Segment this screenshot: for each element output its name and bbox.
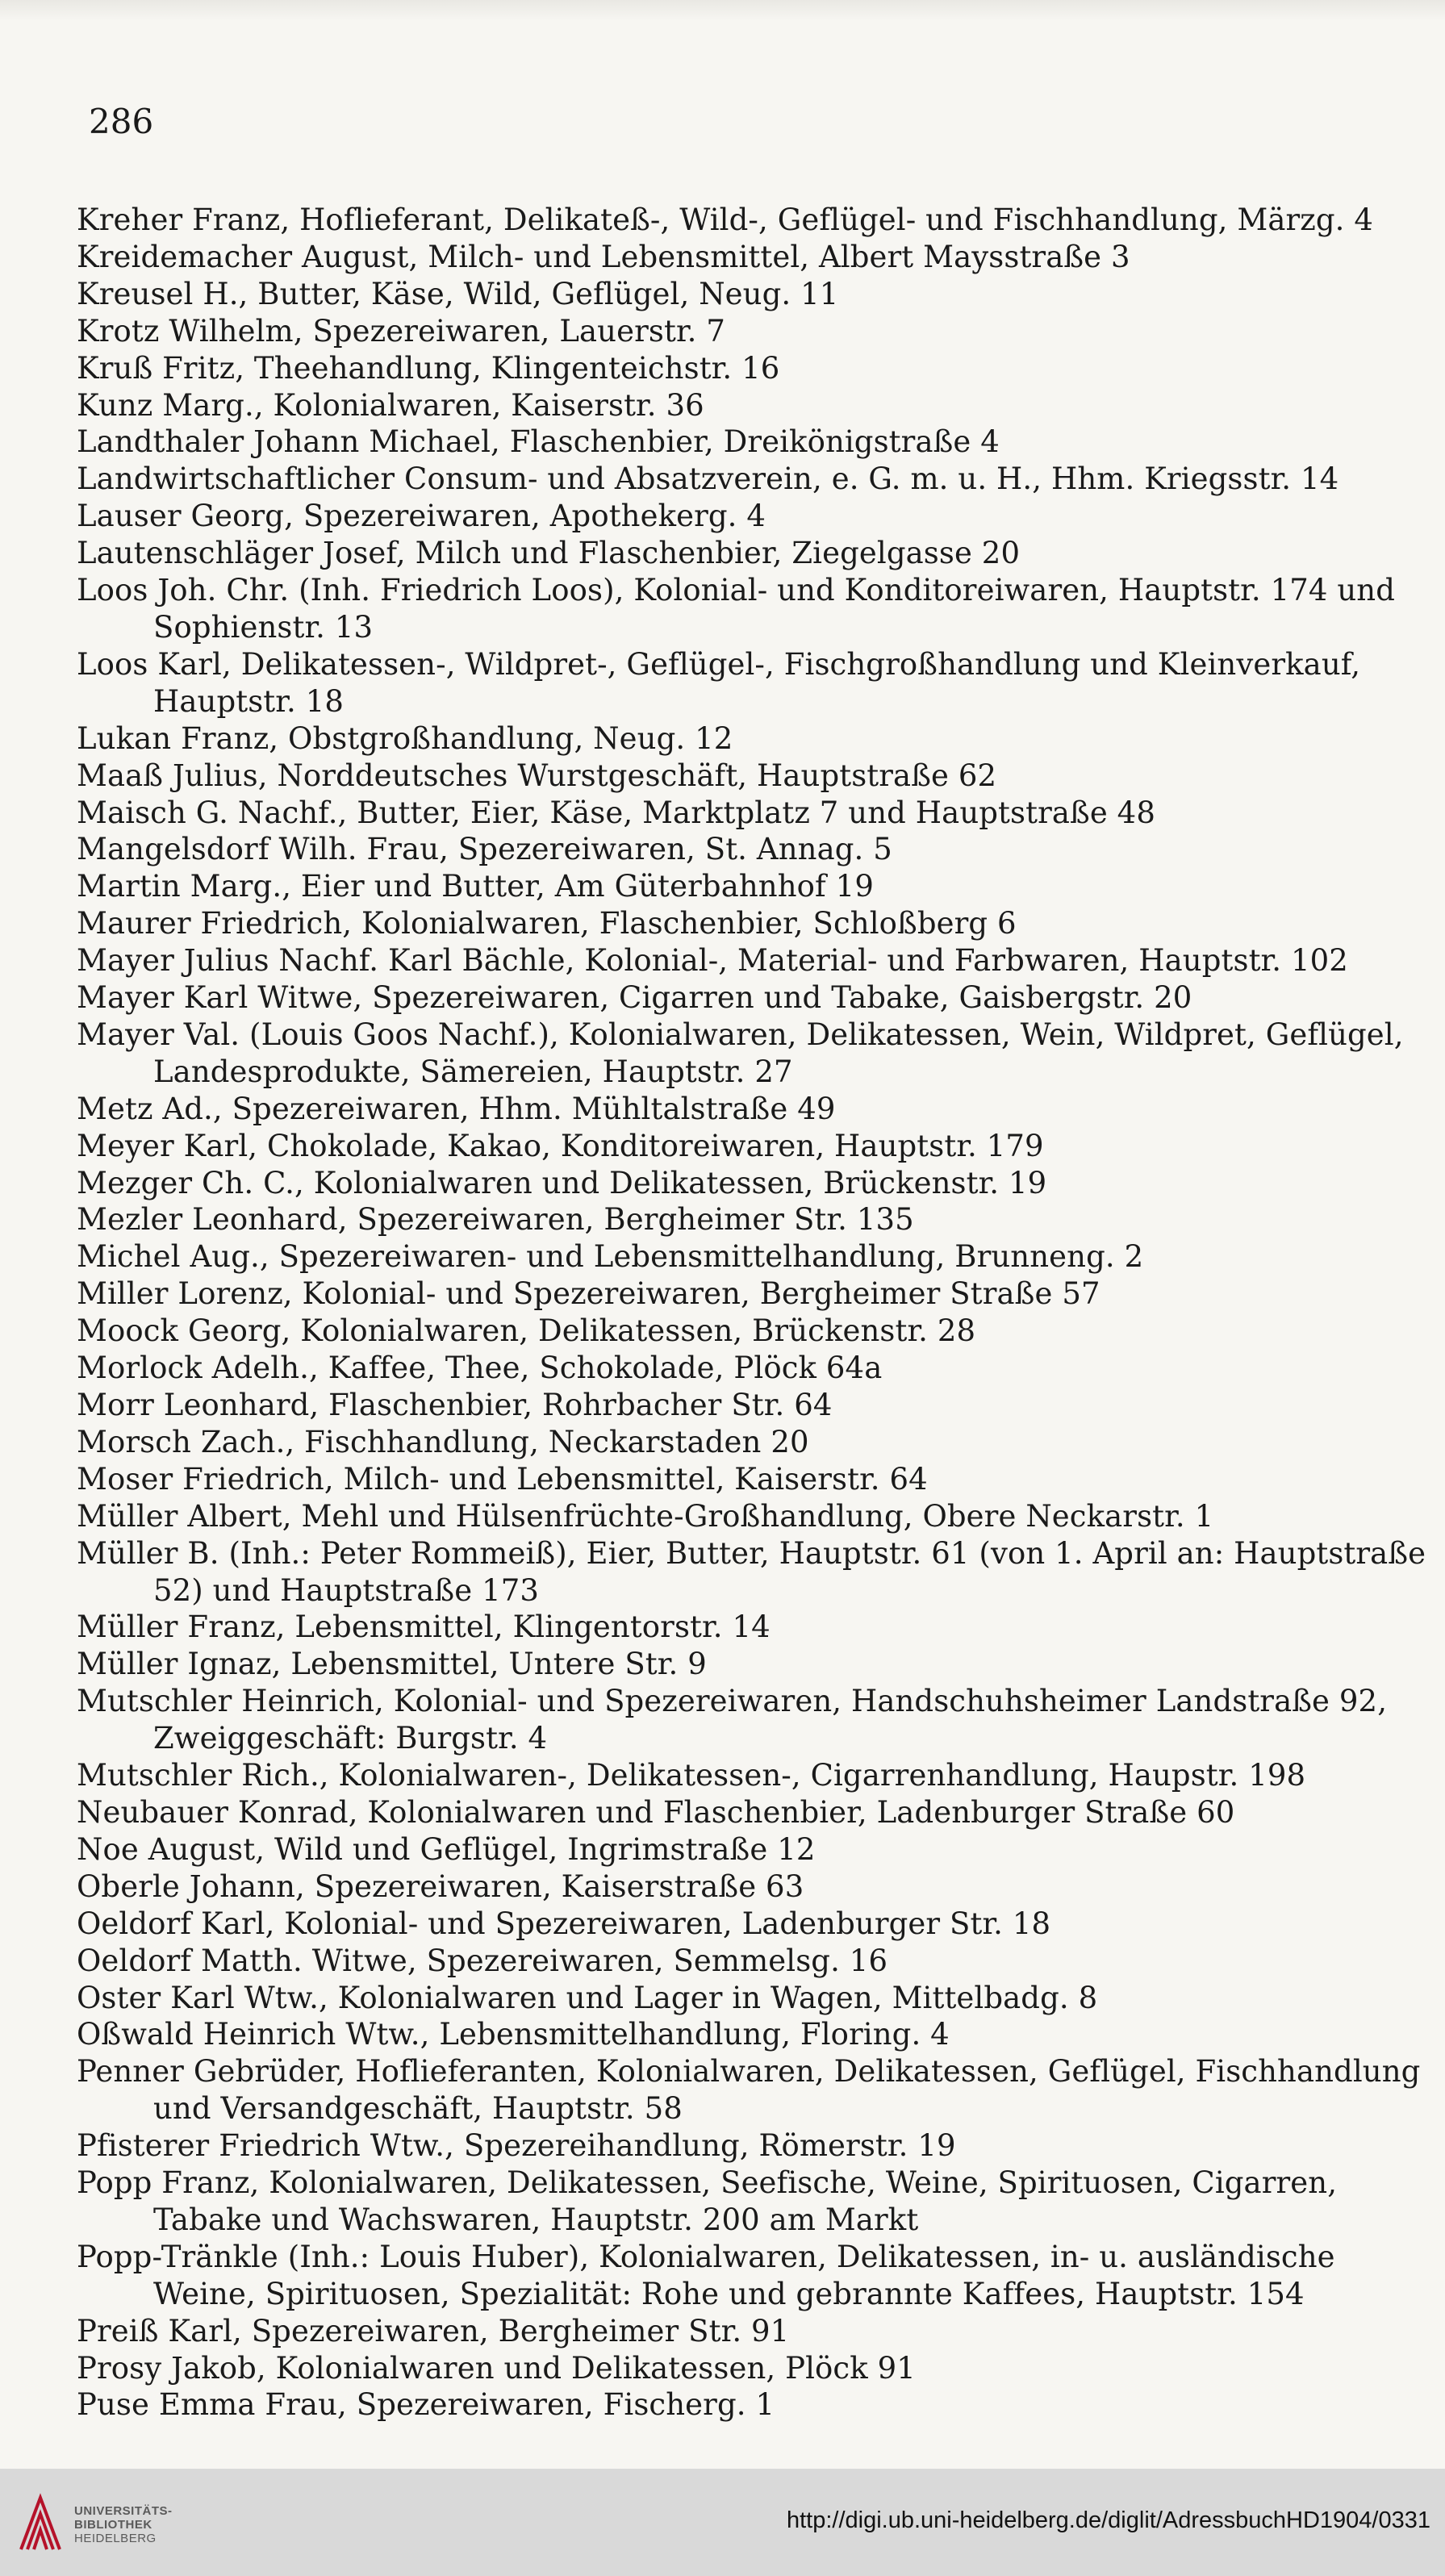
directory-entry: Krotz Wilhelm, Spezereiwaren, Lauerstr. 7 (77, 313, 726, 349)
directory-entry: Martin Marg., Eier und Butter, Am Güterbahnhof 19 (77, 869, 874, 904)
directory-entry: Loos Karl, Delikatessen-, Wildpret-, Geflügel-, Fischgroßhandlung und Kleinverkauf, Hauptstr. 18 (77, 646, 1361, 719)
directory-entry: Michel Aug., Spezereiwaren- und Lebensmittelhandlung, Brunneng. 2 (77, 1239, 1144, 1275)
directory-entry: Kreusel H., Butter, Käse, Wild, Geflügel, Neug. 11 (77, 276, 839, 311)
directory-entry: Popp-Tränkle (Inh.: Louis Huber), Kolonialwaren, Delikatessen, in- u. ausländische Weine, Spirituosen, Spezialität: Rohe und gebrannte Kaffees, Hauptstr. 154 (77, 2239, 1335, 2311)
directory-entry: Lukan Franz, Obstgroßhandlung, Neug. 12 (77, 720, 733, 756)
directory-entry: Morlock Adelh., Kaffee, Thee, Schokolade, Plöck 64a (77, 1351, 883, 1386)
directory-entry: Kreidemacher August, Milch- und Lebensmittel, Albert Maysstraße 3 (77, 239, 1130, 274)
directory-entry: Popp Franz, Kolonialwaren, Delikatessen, Seefische, Weine, Spirituosen, Cigarren, Tabake und Wachswaren, Hauptstr. 200 am Markt (77, 2165, 1338, 2237)
footer-bar (0, 2469, 1445, 2576)
directory-entry: Landthaler Johann Michael, Flaschenbier, Dreikönigstraße 4 (77, 424, 1000, 460)
directory-entry: Mezler Leonhard, Spezereiwaren, Bergheimer Str. 135 (77, 1202, 914, 1238)
directory-entry: Oeldorf Karl, Kolonial- und Spezereiwaren, Ladenburger Str. 18 (77, 1906, 1051, 1941)
directory-entry: Mayer Val. (Louis Goos Nachf.), Kolonialwaren, Delikatessen, Wein, Wildpret, Geflügel, Landesprodukte, Sämereien, Hauptstr. 27 (77, 1017, 1404, 1089)
directory-entries (77, 202, 1432, 2424)
directory-entry: Miller Lorenz, Kolonial- und Spezereiwaren, Bergheimer Straße 57 (77, 1276, 1100, 1312)
library-logo-text (74, 2504, 173, 2545)
directory-entry: Kreher Franz, Hoflieferant, Delikateß-, Wild-, Geflügel- und Fischhandlung, Märzg. 4 (77, 202, 1374, 237)
directory-entry: Mangelsdorf Wilh. Frau, Spezereiwaren, St. Annag. 5 (77, 832, 892, 867)
directory-entry: Mezger Ch. C., Kolonialwaren und Delikatessen, Brückenstr. 19 (77, 1165, 1047, 1200)
directory-entry: Puse Emma Frau, Spezereiwaren, Fischerg. 1 (77, 2387, 775, 2423)
directory-entry: Mutschler Rich., Kolonialwaren-, Delikatessen-, Cigarrenhandlung, Haupstr. 198 (77, 1758, 1306, 1793)
logo-line-2: BIBLIOTHEK (74, 2518, 152, 2532)
directory-entry: Meyer Karl, Chokolade, Kakao, Konditoreiwaren, Hauptstr. 179 (77, 1128, 1044, 1163)
directory-entry: Lauser Georg, Spezereiwaren, Apothekerg. 4 (77, 499, 766, 534)
directory-entry: Maaß Julius, Norddeutsches Wurstgeschäft, Hauptstraße 62 (77, 758, 997, 793)
directory-entry: Landwirtschaftlicher Consum- und Absatzverein, e. G. m. u. H., Hhm. Kriegsstr. 14 (77, 461, 1339, 497)
directory-entry: Loos Joh. Chr. (Inh. Friedrich Loos), Kolonial- und Konditoreiwaren, Hauptstr. 174 und Sophienstr. 13 (77, 573, 1396, 645)
directory-entry: Morr Leonhard, Flaschenbier, Rohrbacher Str. 64 (77, 1388, 833, 1422)
directory-entry: Oeldorf Matth. Witwe, Spezereiwaren, Semmelsg. 16 (77, 1943, 888, 1978)
directory-entry: Moock Georg, Kolonialwaren, Delikatessen, Brückenstr. 28 (77, 1313, 976, 1349)
source-url-link[interactable]: http://digi.ub.uni-heidelberg.de/diglit/AdressbuchHD1904/0331 (786, 2507, 1430, 2533)
library-logo[interactable] (16, 2491, 210, 2556)
directory-entry: Mutschler Heinrich, Kolonial- und Spezereiwaren, Handschuhsheimer Landstraße 92, Zweiggeschäft: Burgstr. 4 (77, 1684, 1388, 1756)
directory-entry: Prosy Jakob, Kolonialwaren und Delikatessen, Plöck 91 (77, 2350, 916, 2386)
directory-entry: Noe August, Wild und Geflügel, Ingrimstraße 12 (77, 1831, 816, 1867)
directory-entry: Maisch G. Nachf., Butter, Eier, Käse, Marktplatz 7 und Hauptstraße 48 (77, 795, 1155, 830)
directory-entry: Oberle Johann, Spezereiwaren, Kaiserstraße 63 (77, 1868, 804, 1904)
directory-entry: Lautenschläger Josef, Milch und Flaschenbier, Ziegelgasse 20 (77, 536, 1021, 571)
directory-entry: Kruß Fritz, Theehandlung, Klingenteichstr. 16 (77, 350, 780, 386)
directory-entry: Moser Friedrich, Milch- und Lebensmittel, Kaiserstr. 64 (77, 1461, 928, 1497)
directory-entry: Müller B. (Inh.: Peter Rommeiß), Eier, Butter, Hauptstr. 61 (von 1. April an: Hauptstraße 52) und Hauptstraße 173 (77, 1535, 1426, 1608)
directory-entry: Müller Ignaz, Lebensmittel, Untere Str. 9 (77, 1647, 707, 1682)
library-logo-icon (16, 2491, 65, 2556)
directory-entry: Müller Franz, Lebensmittel, Klingentorstr. 14 (77, 1609, 771, 1645)
directory-entry: Preiß Karl, Spezereiwaren, Bergheimer Str. 91 (77, 2313, 790, 2348)
directory-entry: Oßwald Heinrich Wtw., Lebensmittelhandlung, Floring. 4 (77, 2017, 950, 2052)
page-number: 286 (89, 102, 154, 141)
page-top-edge (0, 0, 1445, 21)
directory-entry: Kunz Marg., Kolonialwaren, Kaiserstr. 36 (77, 387, 704, 423)
directory-entry: Neubauer Konrad, Kolonialwaren und Flaschenbier, Ladenburger Straße 60 (77, 1794, 1235, 1830)
directory-entry: Penner Gebrüder, Hoflieferanten, Kolonialwaren, Delikatessen, Geflügel, Fischhandlung und Versandgeschäft, Hauptstr. 58 (77, 2054, 1421, 2127)
directory-entry: Pfisterer Friedrich Wtw., Spezereihandlung, Römerstr. 19 (77, 2128, 956, 2164)
directory-entry: Oster Karl Wtw., Kolonialwaren und Lager in Wagen, Mittelbadg. 8 (77, 1980, 1098, 2015)
logo-line-3: HEIDELBERG (74, 2532, 157, 2545)
directory-entry: Morsch Zach., Fischhandlung, Neckarstaden 20 (77, 1424, 809, 1459)
directory-entry: Mayer Julius Nachf. Karl Bächle, Kolonial-, Material- und Farbwaren, Hauptstr. 102 (77, 943, 1348, 979)
directory-entry: Metz Ad., Spezereiwaren, Hhm. Mühltalstraße 49 (77, 1091, 836, 1126)
logo-line-1: UNIVERSITÄTS- (74, 2504, 173, 2518)
directory-entry: Maurer Friedrich, Kolonialwaren, Flaschenbier, Schloßberg 6 (77, 906, 1017, 941)
directory-entry: Müller Albert, Mehl und Hülsenfrüchte-Großhandlung, Obere Neckarstr. 1 (77, 1498, 1214, 1534)
directory-entry: Mayer Karl Witwe, Spezereiwaren, Cigarren und Tabake, Gaisbergstr. 20 (77, 980, 1192, 1016)
